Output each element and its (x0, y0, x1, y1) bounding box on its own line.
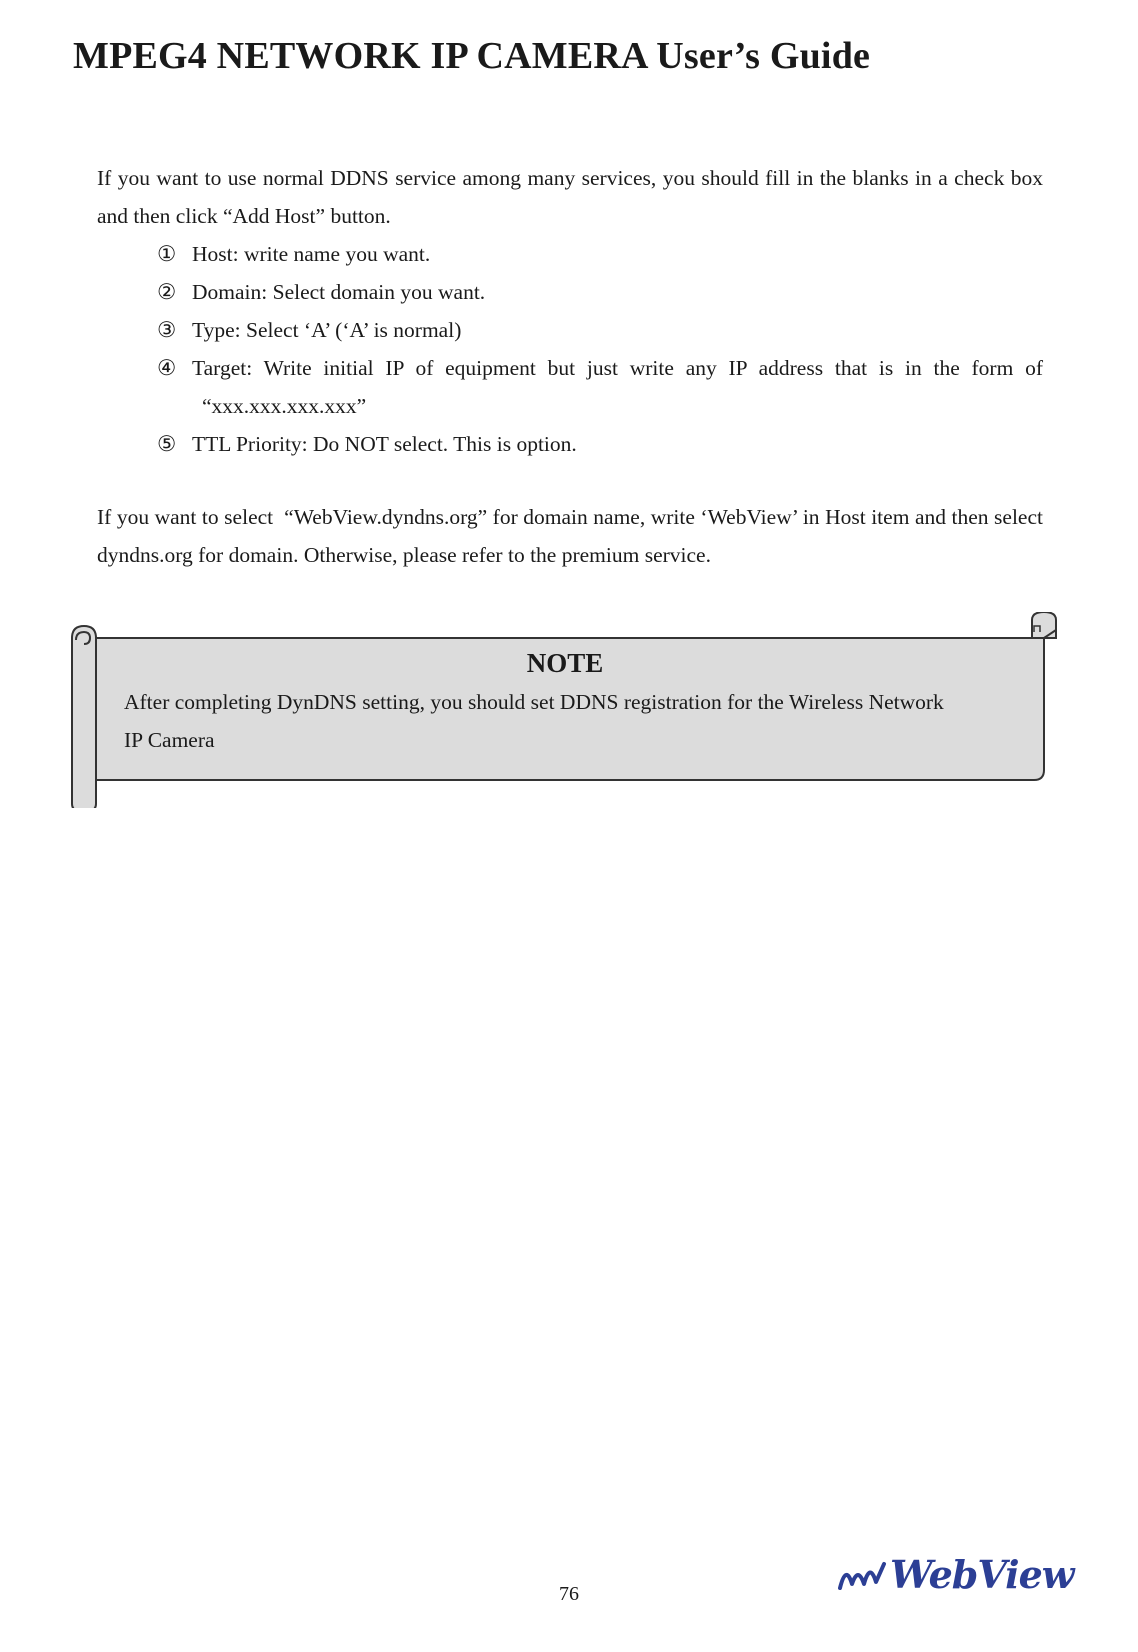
step-text: Host: write name you want. (192, 242, 431, 266)
note-body (124, 683, 1024, 759)
list-item (157, 349, 1043, 425)
step-number: ⑤ (157, 432, 177, 456)
list-item (157, 273, 1043, 311)
list-item (157, 235, 1043, 273)
step-text-wrapper (192, 349, 1043, 425)
webview-logo-text: WebView (890, 1552, 1074, 1597)
list-item (157, 425, 1043, 463)
steps-list (157, 235, 1043, 463)
step-text: Type: Select ‘A’ (‘A’ is normal) (192, 318, 462, 342)
list-item (157, 311, 1043, 349)
step-number: ① (157, 242, 177, 266)
webview-logo (832, 1552, 1074, 1604)
webview-logo-mark-icon (836, 1558, 894, 1598)
step-number: ③ (157, 318, 177, 342)
step-number: ② (157, 280, 177, 304)
step-text-continuation: “xxx.xxx.xxx.xxx” (202, 394, 367, 418)
step-text: Domain: Select domain you want. (192, 280, 486, 304)
note-body-line: After completing DynDNS setting, you should set DDNS registration for the Wireless Network (124, 690, 944, 714)
page-number: 76 (559, 1583, 579, 1605)
step-text: Target: Write initial IP of equipment but just write any IP address that is in the form of (192, 356, 1043, 380)
domain-paragraph: If you want to select “WebView.dyndns.org” for domain name, write ‘WebView’ in Host item and then select dyndns.org for domain. Otherwise, please refer to the premium service. (97, 505, 1049, 567)
intro-paragraph: If you want to use normal DDNS service among many services, you should fill in the blanks in a check box and then click “Add Host” button. (97, 166, 1043, 228)
step-text: TTL Priority: Do NOT select. This is option. (192, 432, 577, 456)
document-title: MPEG4 NETWORK IP CAMERA User’s Guide (73, 35, 871, 77)
note-body-line: IP Camera (124, 728, 215, 752)
step-number: ④ (157, 356, 177, 380)
note-title: NOTE (526, 648, 604, 678)
